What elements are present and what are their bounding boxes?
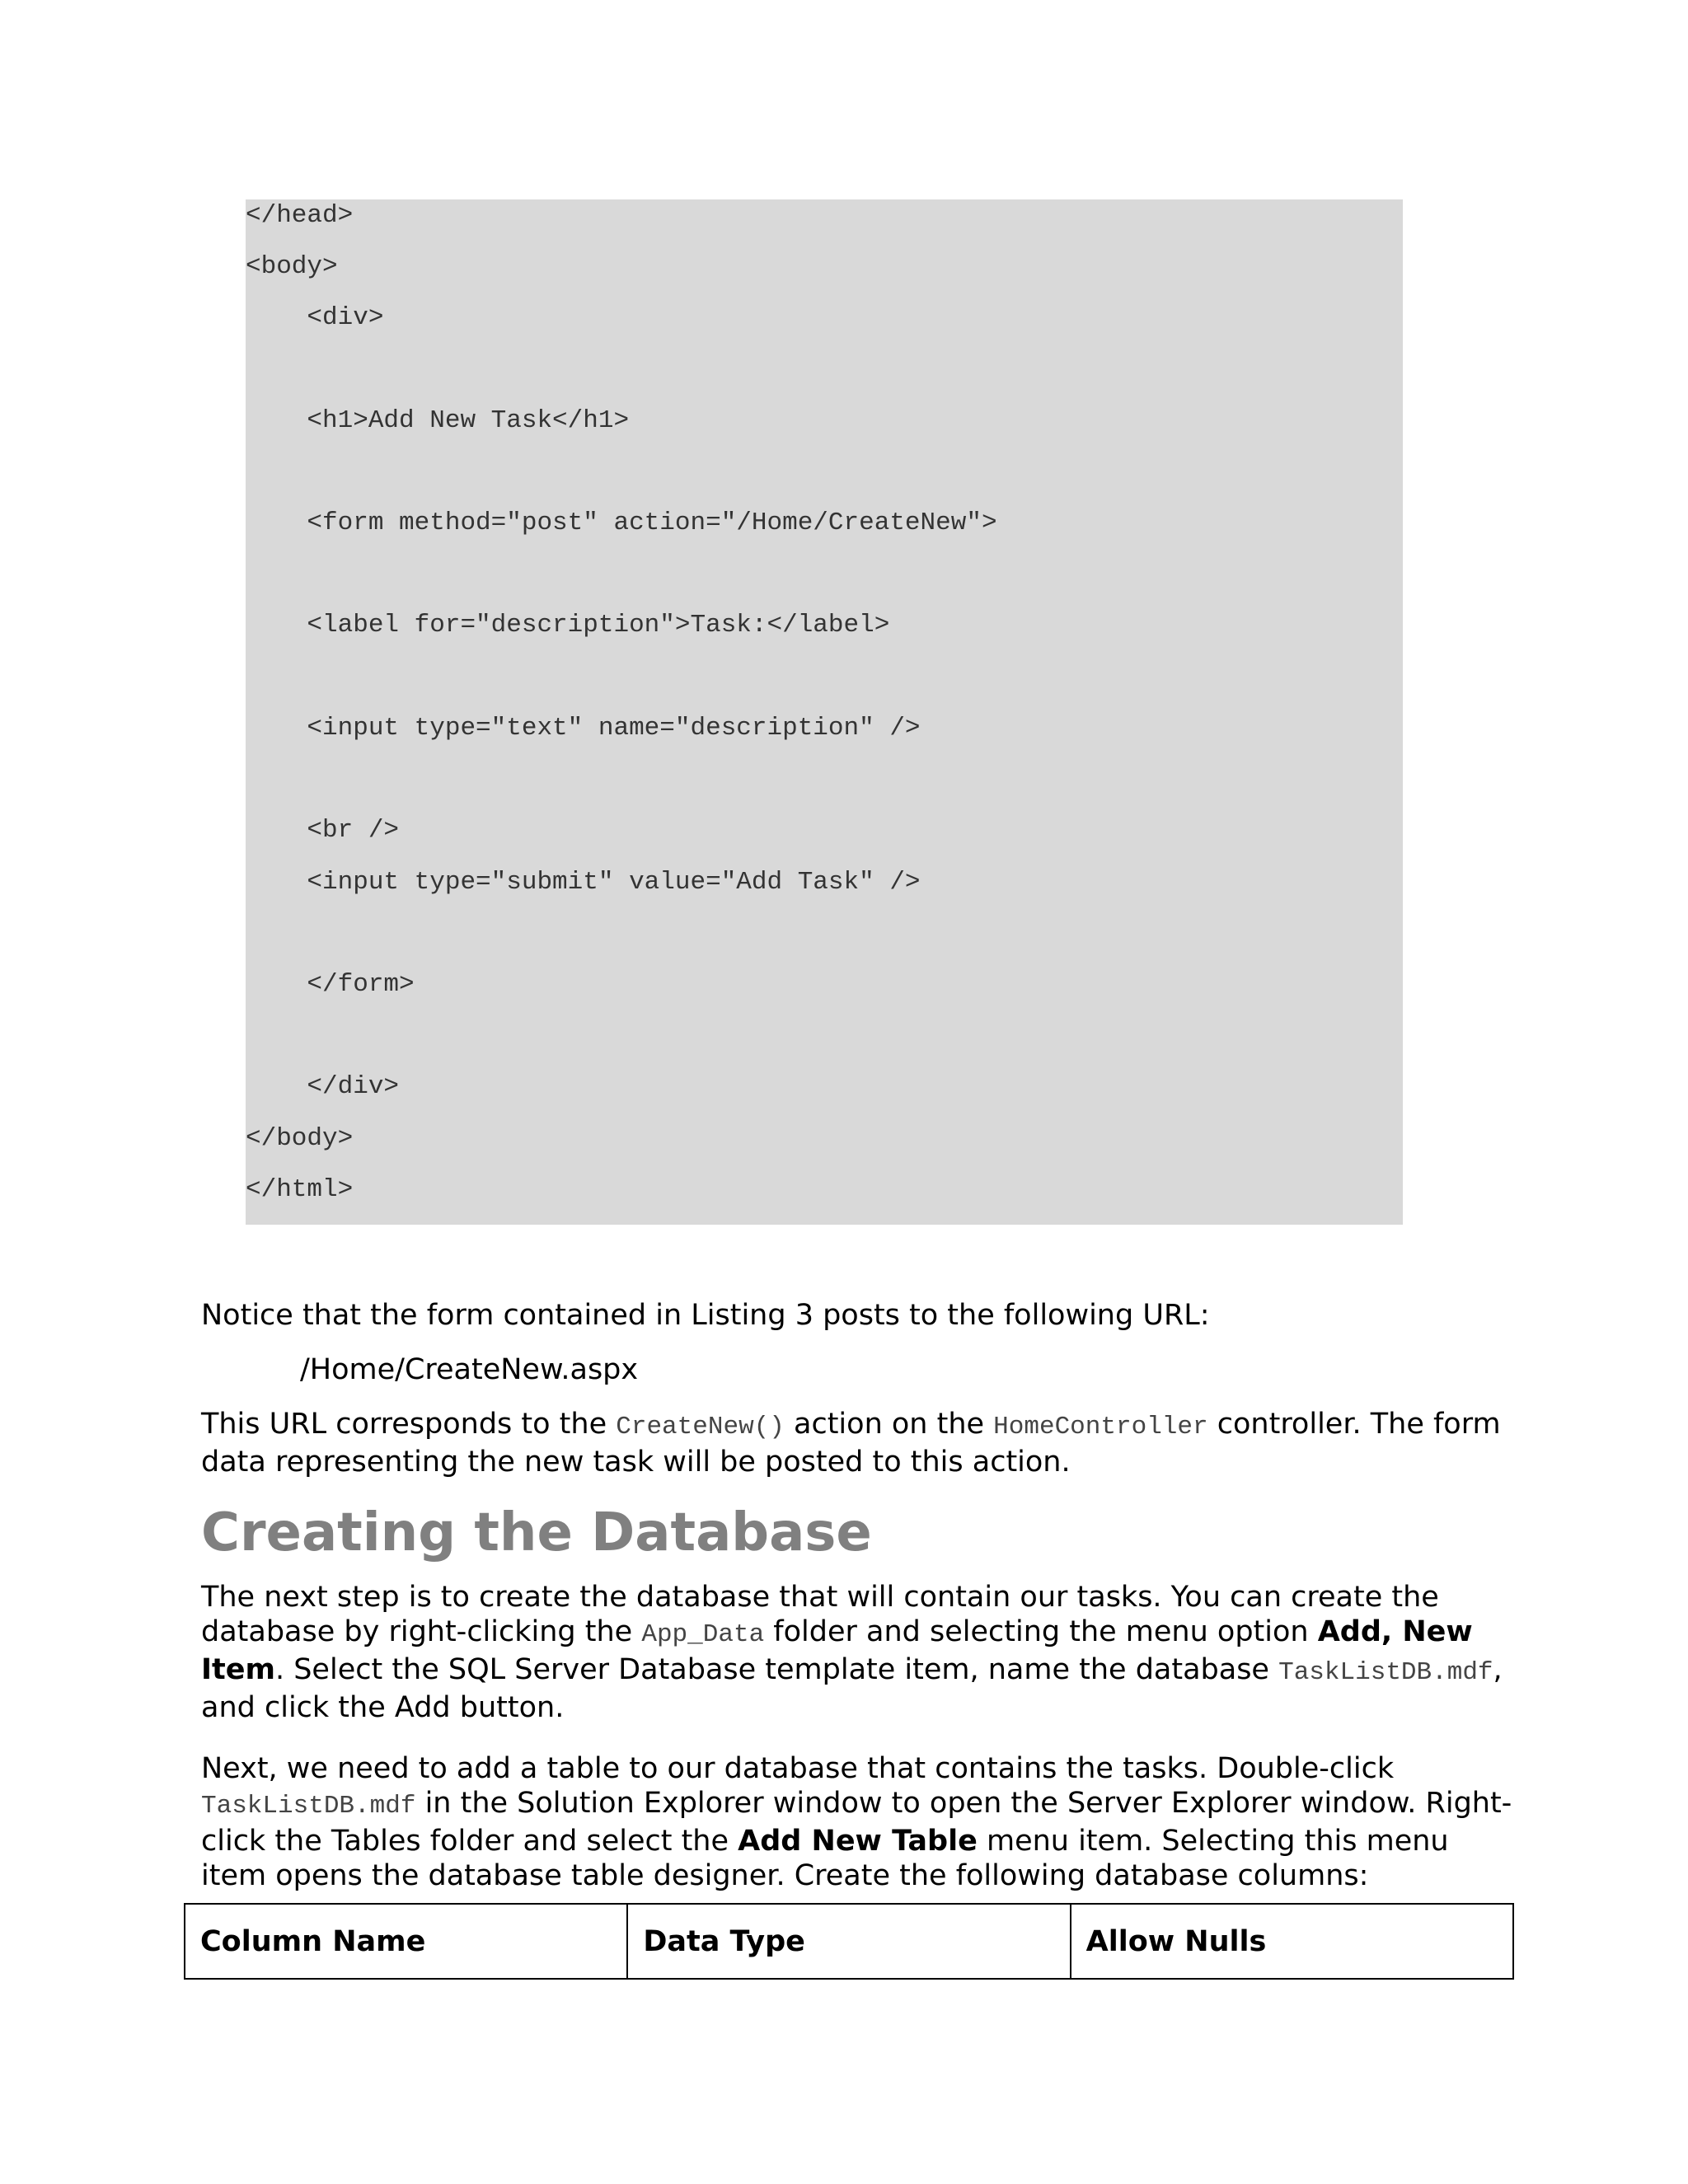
text-run: menu item. Selecting this menu item opens the database table designer. Create the following database columns: xyxy=(201,1825,1449,1892)
url-explanation-paragraph xyxy=(201,1407,1520,1479)
text-run: in the Solution Explorer window to open the Server Explorer window. Right-click the Tables folder and select the xyxy=(201,1787,1512,1858)
code-line: </html> xyxy=(246,1175,354,1204)
table-header-cell: Data Type xyxy=(627,1904,1070,1979)
section-heading: Creating the Database xyxy=(201,1502,872,1563)
notice-paragraph: Notice that the form contained in Listing 3 posts to the following URL: xyxy=(201,1299,1210,1332)
text-run: , and click the Add button. xyxy=(201,1653,1503,1724)
inline-code: HomeController xyxy=(993,1413,1208,1441)
table-header-cell: Allow Nulls xyxy=(1071,1904,1513,1979)
url-example: /Home/CreateNew.aspx xyxy=(300,1353,639,1386)
database-columns-table xyxy=(184,1903,1514,1980)
code-line: <label for="description">Task:</label> xyxy=(246,611,890,640)
code-line: </div> xyxy=(246,1072,400,1101)
code-line: <input type="submit" value="Add Task" /> xyxy=(246,868,921,897)
inline-code: CreateNew() xyxy=(616,1413,785,1441)
code-line: <h1>Add New Task</h1> xyxy=(246,406,630,435)
text-run: controller. The form data representing the new task will be posted to this action. xyxy=(201,1408,1501,1479)
code-line: </body> xyxy=(246,1124,354,1153)
code-line: <input type="text" name="description" /> xyxy=(246,714,921,743)
code-line: <br /> xyxy=(246,816,400,845)
code-listing xyxy=(246,199,1403,1225)
inline-code: TaskListDB.mdf xyxy=(201,1792,416,1821)
bold-text: Add, New Item xyxy=(201,1615,1473,1686)
code-line: <form method="post" action="/Home/CreateNew"> xyxy=(246,509,997,537)
code-line: <div> xyxy=(246,303,384,332)
code-line: </head> xyxy=(246,201,354,230)
text-run: action on the xyxy=(784,1408,994,1441)
table-header-row xyxy=(185,1904,1513,1979)
table-paragraph xyxy=(201,1751,1520,1893)
text-run: . Select the SQL Server Database template item, name the database xyxy=(274,1653,1279,1686)
code-line: </form> xyxy=(246,970,415,999)
inline-code: App_Data xyxy=(641,1620,765,1649)
database-paragraph xyxy=(201,1580,1520,1725)
code-line: <body> xyxy=(246,252,338,281)
text-run: The next step is to create the database that will contain our tasks. You can create the database by right-clicking the xyxy=(201,1581,1439,1648)
table-header-cell: Column Name xyxy=(185,1904,627,1979)
text-run: folder and selecting the menu option xyxy=(764,1615,1318,1648)
text-run: This URL corresponds to the xyxy=(201,1408,617,1441)
text-run: Next, we need to add a table to our database that contains the tasks. Double-click xyxy=(201,1752,1395,1785)
inline-code: TaskListDB.mdf xyxy=(1278,1658,1493,1687)
bold-text: Add New Table xyxy=(738,1825,978,1858)
